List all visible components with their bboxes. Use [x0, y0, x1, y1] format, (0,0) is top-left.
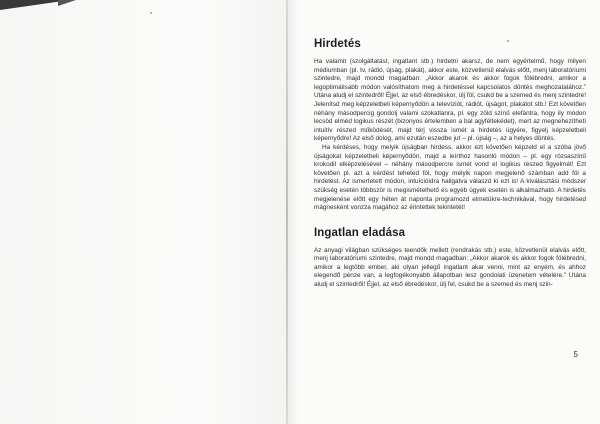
section-body-ingatlan — [314, 247, 586, 290]
section-ingatlan — [314, 227, 586, 290]
right-page — [288, 0, 600, 424]
section-title-hirdetes: Hirdetés — [314, 38, 361, 50]
page-number: 5 — [573, 350, 578, 359]
paragraph: Az anyagi világban szükséges teendők mellett (rendrakás stb.) este, közvetlenül elalvás előtt, menj laboratóriumi szintedre, majd mondd magadban: „Akkor akarok és akkor fogok fölébredni, amikor a legtöbb ember, aki olyan jellegű ingatlant akar venni, mint az enyém, és ahhoz elegendő pénze van, a legfogékonyabb állapotban lesz gondolati üzenetem vételére.” Utána aludj el szintedről! Éjjel, az első ébredéskor, ülj fel, csukd be a szemed és menj szin- — [314, 246, 586, 289]
corner-shadow-tip — [58, 0, 76, 6]
page-content — [314, 38, 586, 290]
scan-speck — [150, 12, 152, 14]
left-page — [0, 0, 286, 424]
section-title-ingatlan-eladasa: Ingatlan eladása — [314, 226, 406, 239]
paragraph: Ha kérdéses, hogy melyik újságban hirdess, akkor ezt követően képzeld el a szóba jövő újságokat képzeletbeli képernyődön, majd a leírthoz hasonló módon – pl. egy rózsaszínű krokodil elképzelésével – néhány másodpercre ismét vond el logikus részed figyelmét! Ezt követően pl. azt a kérdést teheted föl, hogy melyik napon megjelenő számban add föl a hirdetést. Az ismertetett módon, intuícióidra hallgatva válaszd ki ezt is! A kiválasztási módszer szükség esetén többször is megismételhető és egyéb ügyek esetén is alkalmazható. A hirdetés megjelenése előtt egy héten át naponta programozd elmetükre-technikával, hogy hirdetésed mágnesként vonzza magához az érintettek tekintetét! — [314, 143, 586, 212]
section-body-hirdetes — [314, 58, 586, 213]
paragraph: Ha valamit (szolgáltatást, ingatlant stb.) hirdetni akarsz, de nem egyértelmű, hogy milyen médiumban (pl. tv, rádió, újság, plakát), akkor este, közvetlenül elalvás előtt, menj laboratóriumi szintedre, majd mondd magadban: „Akkor akarok és akkor fogok fölébredni, amikor a legoptimálisabb módon valósíthatom meg a hirdetéssel kapcsolatos döntés meghozatalához.” Utána aludj el szintedről! Éjjel, az első ébredéskor, ülj föl, csukd be a szemed és menj szintedre! Jelenítsd meg képzeletbeli képernyődön a televíziót, rádiót, újságot, plakátot stb.! Ezt követően néhány másodpercig gondolj valami szokatlanra, pl. egy zöld színű elefántra, hogy ily módon lecsöd elméd logikus részét (bizonyos értelemben a bal agyféltekédet), mert az megnehezíthetí intuitív részed működését, majd térj vissza ismét a hirdetés ügyére, figyelj képzeletbeli képernyődre! Az első dolog, ami ezután eszedbe jut – pl. újság –, az a helyes döntés. — [314, 58, 586, 143]
